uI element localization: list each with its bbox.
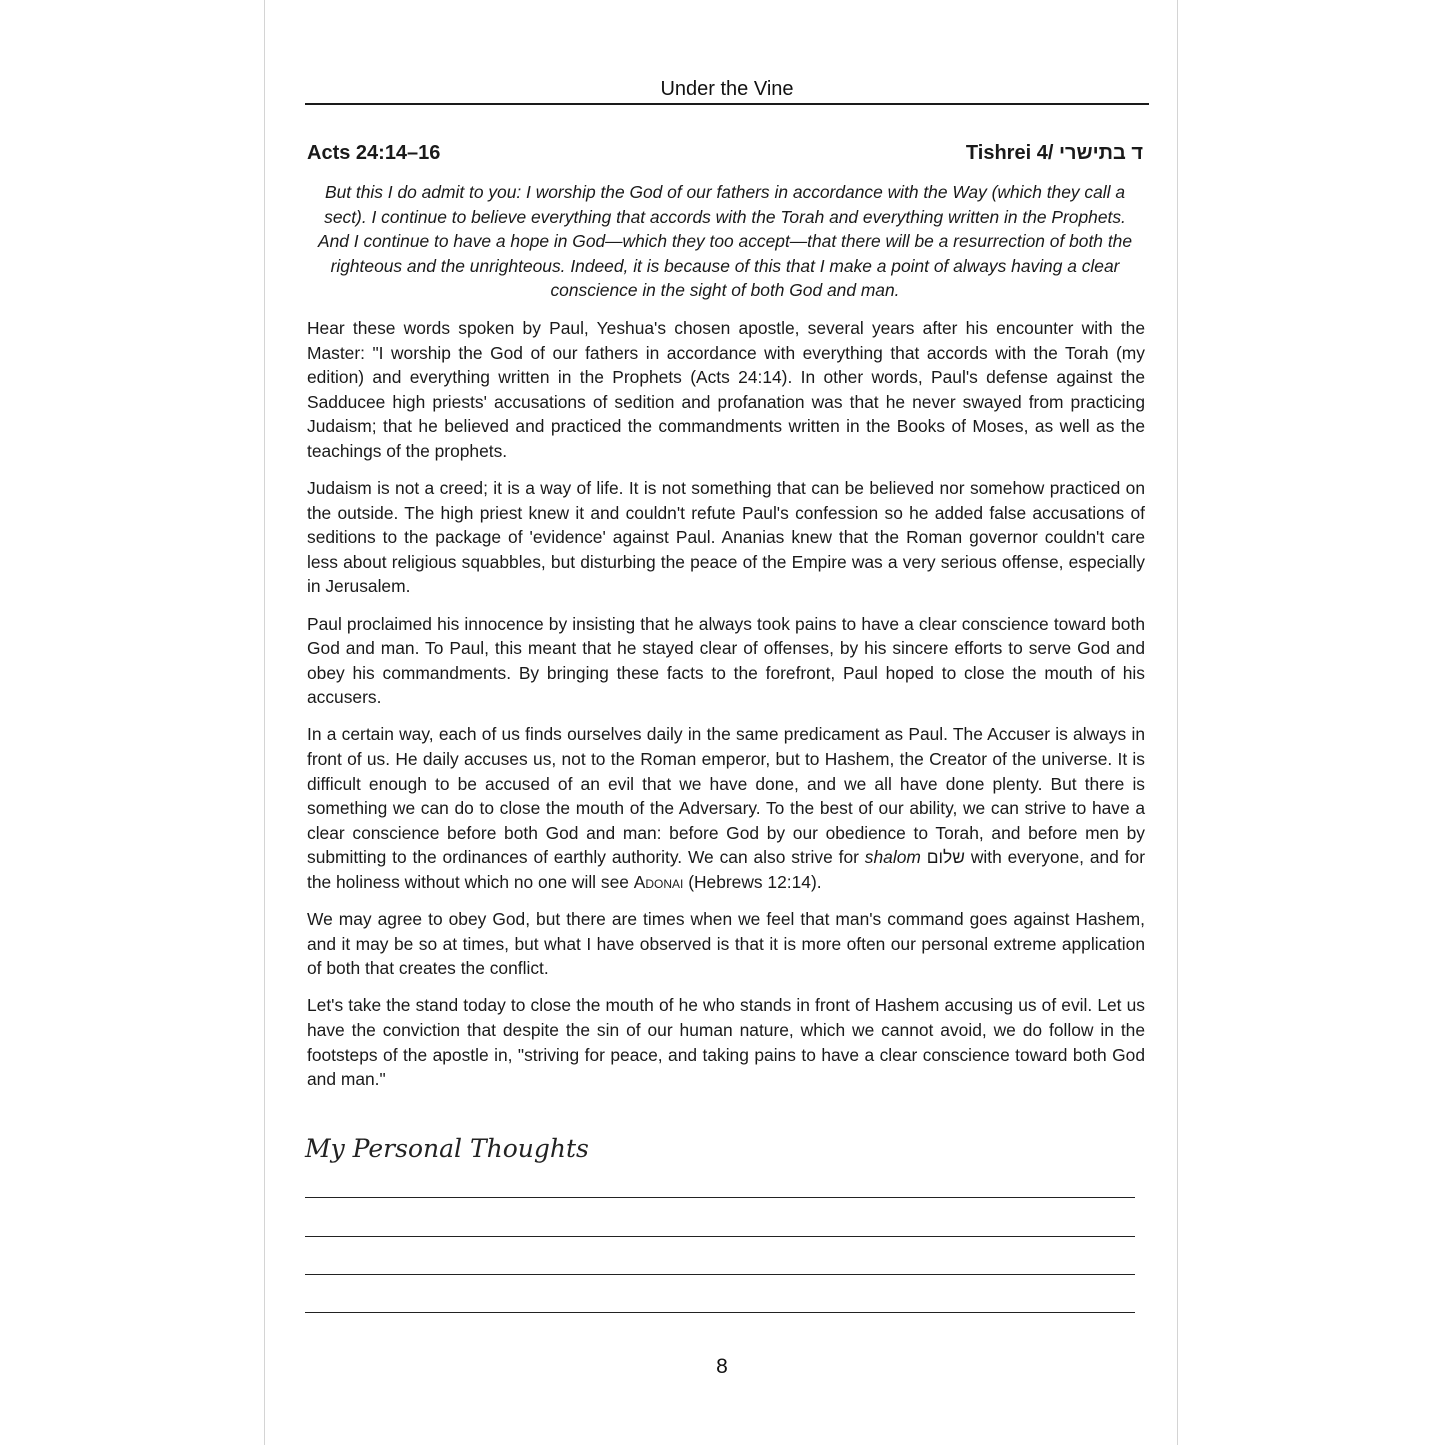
writing-line bbox=[305, 1312, 1135, 1313]
paragraph-6: Let's take the stand today to close the mouth of he who stands in front of Hashem accusing us of evil. Let us have the conviction that despite the sin of our human nature, which we cannot avoid, we do follow in the footsteps of the apostle in, "striving for peace, and taking pains to have a clear conscience toward both God and man." bbox=[307, 995, 1145, 1090]
personal-thoughts-title: My Personal Thoughts bbox=[305, 1134, 589, 1163]
paragraph-4-text-c: (Hebrews 12:14). bbox=[683, 871, 822, 892]
shalom-word: shalom bbox=[864, 847, 921, 868]
paragraph-3: Paul proclaimed his innocence by insisting that he always took pains to have a clear conscience toward both God and man. To Paul, this meant that he stayed clear of offenses, by his sincere efforts to serve God and obey his commandments. By bringing these facts to the forefront, Paul hoped to close the mouth of his accusers. bbox=[307, 613, 1145, 708]
hebrew-date: Tishrei 4/ ד בתישרי bbox=[965, 142, 1143, 164]
writing-line bbox=[305, 1197, 1135, 1198]
shalom-hebrew: שלום bbox=[920, 847, 971, 868]
paragraph-2: Judaism is not a creed; it is a way of life. It is not something that can be believed nor somehow practiced on the outside. The high priest knew it and couldn't refute Paul's confession so he added false accusations of seditions to the package of 'evidence' against Paul. Ananias knew that the Roman governor couldn't care less about religious squabbles, but disturbing the peace of the Empire was a very serious offense, especially in Jerusalem. bbox=[307, 478, 1145, 597]
page-number: 8 bbox=[716, 1355, 728, 1378]
writing-line bbox=[305, 1236, 1135, 1237]
scripture-reference: Acts 24:14–16 bbox=[307, 142, 441, 164]
paragraph-1: Hear these words spoken by Paul, Yeshua's chosen apostle, several years after his encounter with the Master: "I worship the God of our fathers in accordance with everything that accords with the Torah (my edition) and everything written in the Prophets (Acts 24:14). In other words, Paul's defense against the Sadducee high priests' accusations of sedition and profanation was that he never swayed from practicing Judaism; that he believed and practiced the commandments written in the Books of Moses, as well as the teachings of the prophets. bbox=[307, 318, 1145, 461]
paragraph-4-text-a: In a certain way, each of us finds ourselves daily in the same predicament as Paul. The Accuser is always in front of us. He daily accuses us, not to the Roman emperor, but to Hashem, the Creator of the universe. It is difficult enough to be accused of an evil that we have done, and we all have done plenty. But there is something we can do to close the mouth of the Adversary. To the best of our ability, we can strive to have a clear conscience before both God and man: before God by our obedience to Torah, and before men by submitting to the ordinances of earthly authority. We can also strive for bbox=[307, 724, 1145, 868]
commentary-body bbox=[307, 316, 1145, 1104]
writing-line bbox=[305, 1274, 1135, 1275]
paragraph-4 bbox=[307, 722, 1145, 894]
paragraph-5: We may agree to obey God, but there are times when we feel that man's command goes against Hashem, and it may be so at times, but what I have observed is that it is more often our personal extreme application of both that creates the conflict. bbox=[307, 909, 1145, 979]
paragraph-4-text-b: with everyone, and for the holiness without which no one will see bbox=[307, 847, 1145, 892]
verse-quote: But this I do admit to you: I worship the God of our fathers in accordance with the Way (which they call a sect). I continue to believe everything that accords with the Torah and everything written in the Prophets. And I continue to have a hope in God—which they too accept—that there will be a resurrection of both the righteous and the unrighteous. Indeed, it is because of this that I make a point of always having a clear conscience in the sight of both God and man. bbox=[318, 182, 1132, 301]
adonai-word: Adonai bbox=[633, 871, 684, 892]
running-title: Under the Vine bbox=[660, 78, 794, 100]
reference-row bbox=[307, 142, 1143, 165]
book-page bbox=[264, 0, 1178, 1445]
header-rule bbox=[305, 103, 1149, 105]
